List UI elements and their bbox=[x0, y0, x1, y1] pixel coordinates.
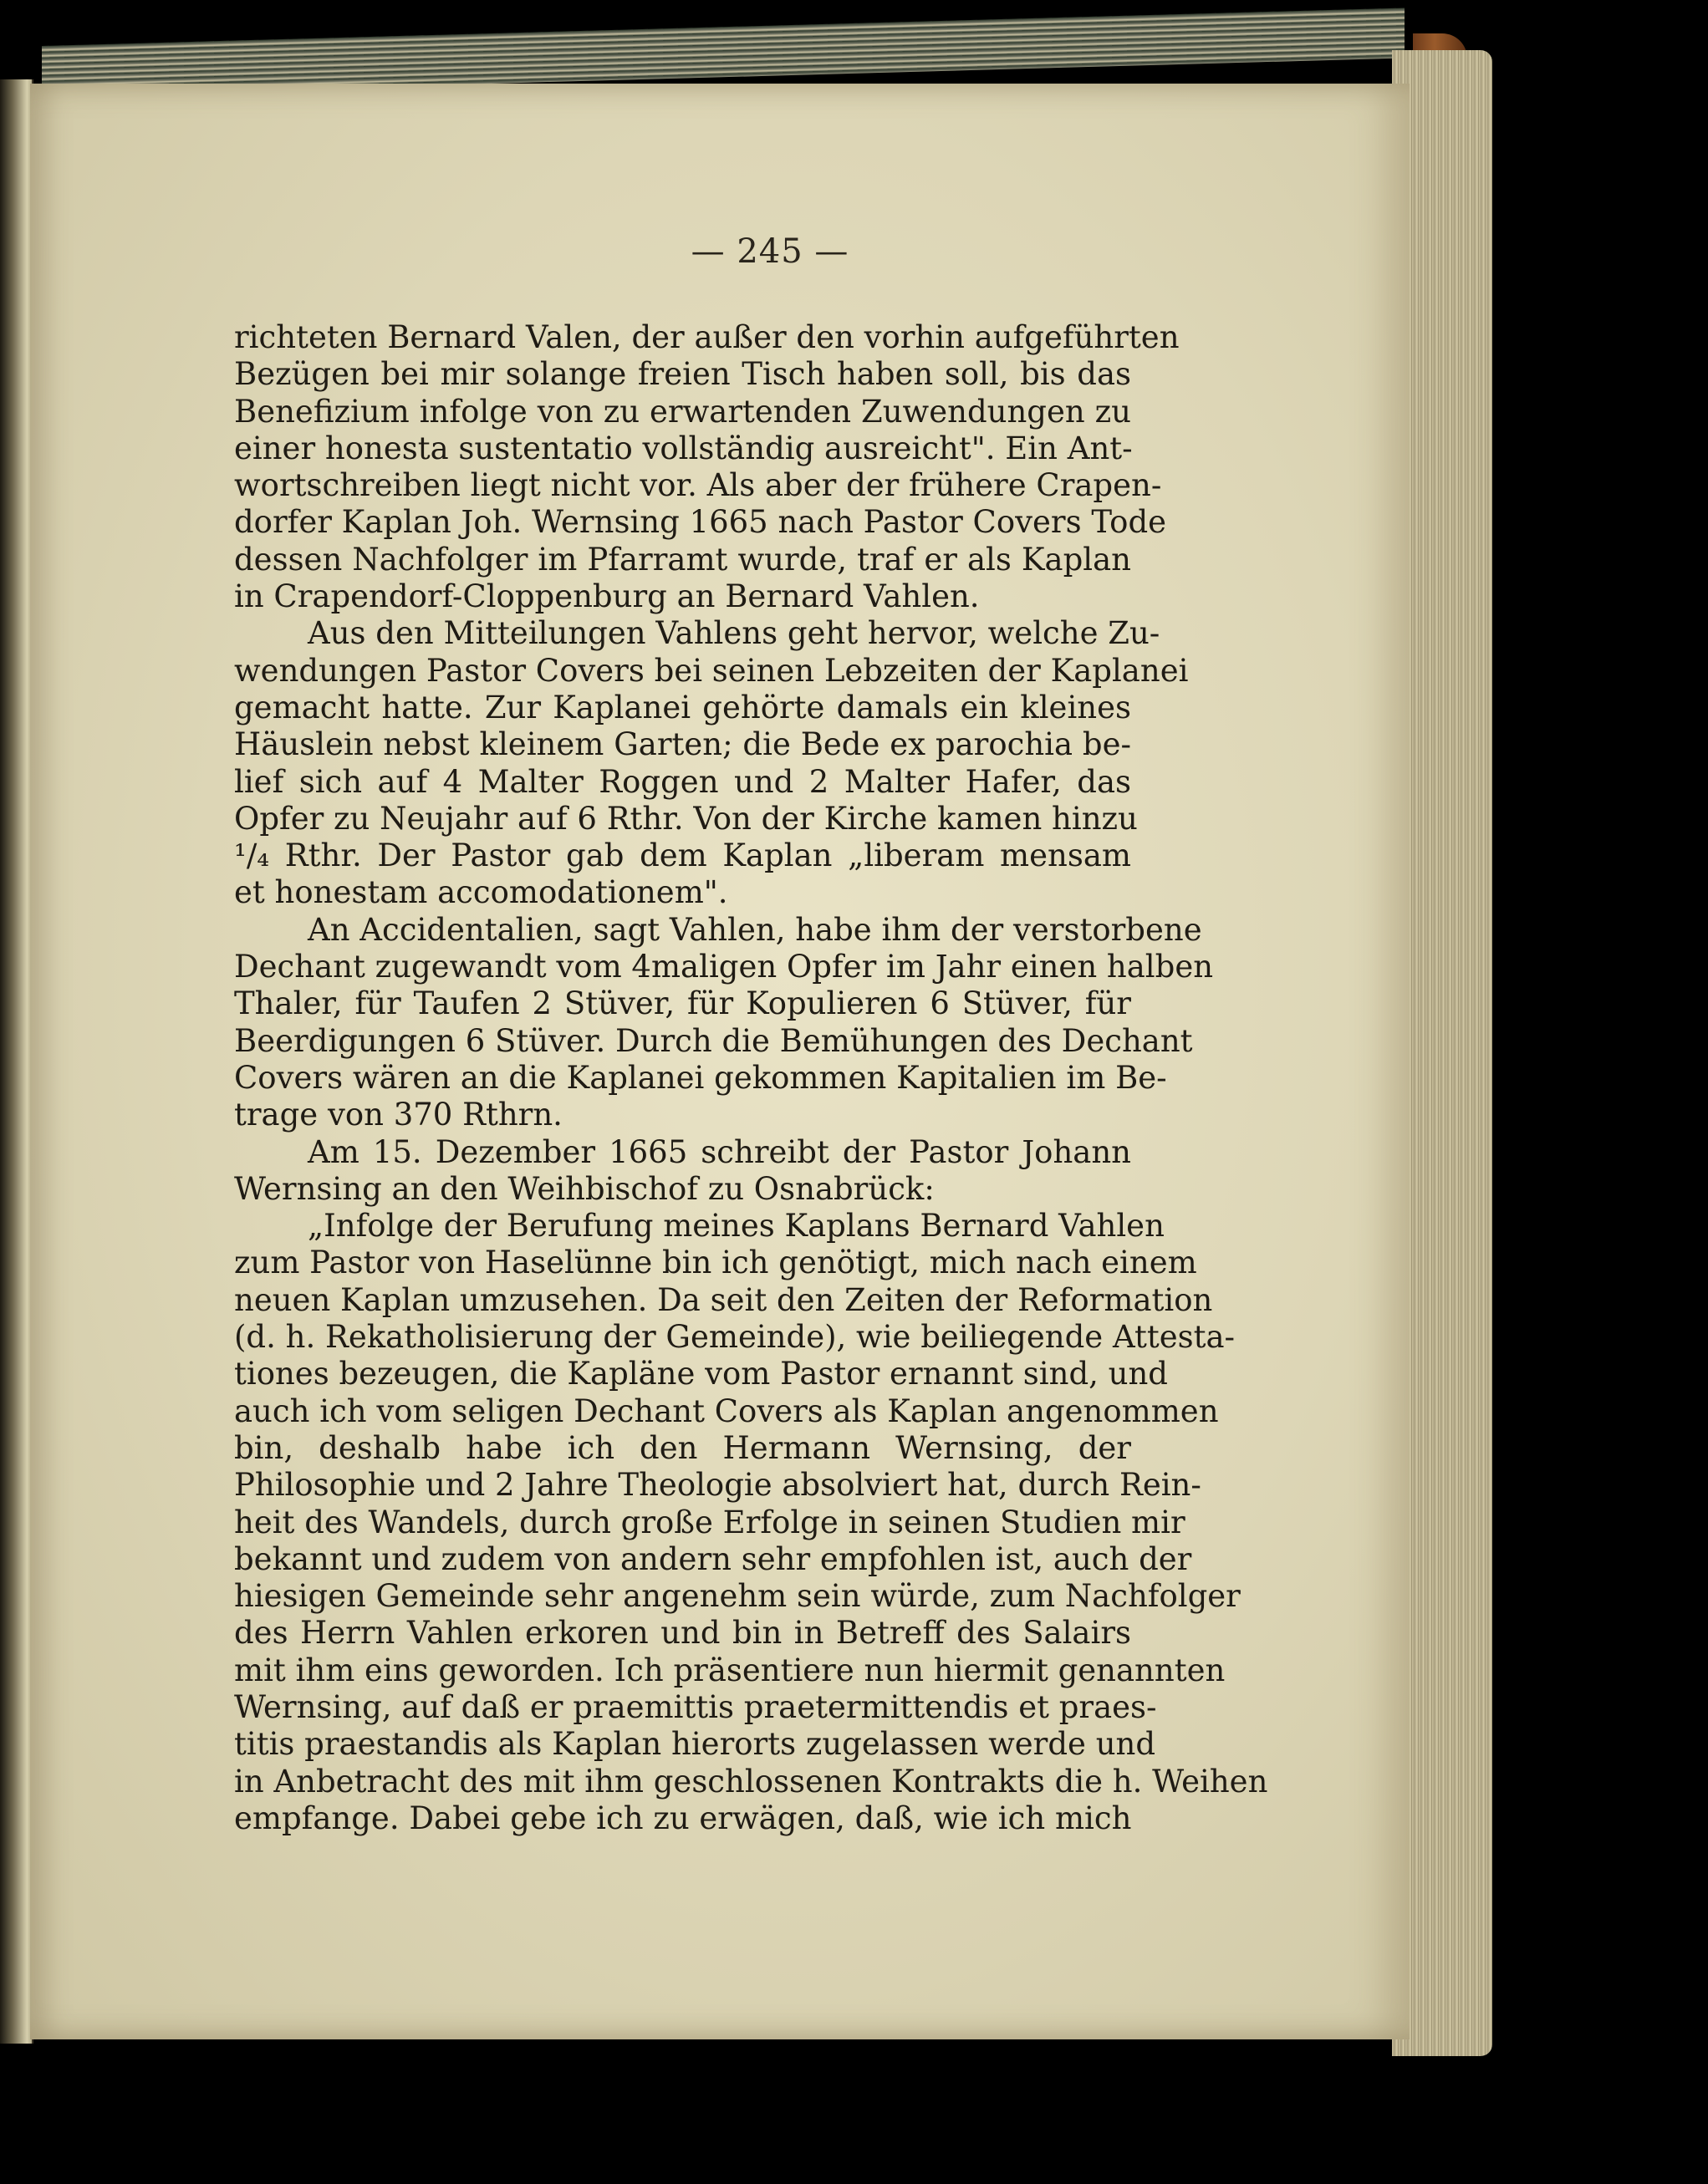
text-line: einer honesta sustentatio vollständig ausreicht". Ein Ant- bbox=[234, 430, 1133, 466]
text-line: wortschreiben liegt nicht vor. Als aber der frühere Crapen- bbox=[234, 467, 1162, 504]
text-line: des Herrn Vahlen erkoren und bin in Betreff des Salairs bbox=[234, 1615, 1131, 1652]
text-line: (d. h. Rekatholisierung der Gemeinde), wie beiliegende Attesta- bbox=[234, 1319, 1236, 1356]
text-line: Dechant zugewandt vom 4maligen Opfer im Jahr einen halben bbox=[234, 949, 1214, 985]
text-line: Opfer zu Neujahr auf 6 Rthr. Von der Kirche kamen hinzu bbox=[234, 800, 1138, 837]
text-line: mit ihm eins geworden. Ich präsentiere nun hiermit genannten bbox=[234, 1652, 1226, 1688]
text-line: in Crapendorf-Cloppenburg an Bernard Vahlen. bbox=[234, 578, 980, 615]
text-line: bekannt und zudem von andern sehr empfohlen ist, auch der bbox=[234, 1540, 1192, 1577]
text-line: neuen Kaplan umzusehen. Da seit den Zeiten der Reformation bbox=[234, 1281, 1213, 1318]
text-line: heit des Wandels, durch große Erfolge in seinen Studien mir bbox=[234, 1504, 1185, 1540]
text-line: trage von 370 Rthrn. bbox=[234, 1097, 563, 1133]
text-line: dessen Nachfolger im Pfarramt wurde, traf er als Kaplan bbox=[234, 541, 1131, 578]
text-line: Wernsing, auf daß er praemittis praetermittendis et praes- bbox=[234, 1688, 1157, 1725]
text-line: Thaler, für Taufen 2 Stüver, für Kopulieren 6 Stüver, für bbox=[234, 985, 1131, 1022]
text-line: wendungen Pastor Covers bei seinen Lebzeiten der Kaplanei bbox=[234, 652, 1189, 689]
text-line: in Anbetracht des mit ihm geschlossenen Kontrakts die h. Weihen bbox=[234, 1763, 1268, 1800]
text-line: Häuslein nebst kleinem Garten; die Bede ex parochia be- bbox=[234, 726, 1131, 763]
text-line: empfange. Dabei gebe ich zu erwägen, daß, wie ich mich bbox=[234, 1800, 1132, 1836]
text-line: Bezügen bei mir solange freien Tisch haben soll, bis das bbox=[234, 356, 1131, 393]
text-line: gemacht hatte. Zur Kaplanei gehörte damals ein kleines bbox=[234, 689, 1131, 725]
text-line: zum Pastor von Haselünne bin ich genötigt, mich nach einem bbox=[234, 1245, 1197, 1281]
text-line: Covers wären an die Kaplanei gekommen Kapitalien im Be- bbox=[234, 1059, 1167, 1096]
text-line: Benefizium infolge von zu erwartenden Zuwendungen zu bbox=[234, 393, 1131, 430]
text-line: dorfer Kaplan Joh. Wernsing 1665 nach Pastor Covers Tode bbox=[234, 504, 1167, 541]
text-line: Philosophie und 2 Jahre Theologie absolviert hat, durch Rein- bbox=[234, 1467, 1201, 1504]
text-line: tiones bezeugen, die Kapläne vom Pastor ernannt sind, und bbox=[234, 1356, 1168, 1392]
page-number: — 245 — bbox=[691, 232, 849, 271]
text-line: „Infolge der Berufung meines Kaplans Bernard Vahlen bbox=[308, 1208, 1165, 1245]
text-line: Aus den Mitteilungen Vahlens geht hervor, welche Zu- bbox=[308, 615, 1160, 652]
left-page-edge bbox=[0, 79, 33, 2044]
text-line: ¹/₄ Rthr. Der Pastor gab dem Kaplan „liberam mensam bbox=[234, 837, 1131, 874]
text-line: richteten Bernard Valen, der außer den vorhin aufgeführten bbox=[234, 319, 1180, 355]
text-line: et honestam accomodationem". bbox=[234, 874, 728, 911]
text-line: Beerdigungen 6 Stüver. Durch die Bemühungen des Dechant bbox=[234, 1022, 1193, 1059]
text-line: lief sich auf 4 Malter Roggen und 2 Malter Hafer, das bbox=[234, 763, 1131, 800]
body-text bbox=[234, 319, 1268, 1837]
text-line: An Accidentalien, sagt Vahlen, habe ihm der verstorbene bbox=[308, 911, 1202, 948]
text-line: Am 15. Dezember 1665 schreibt der Pastor Johann bbox=[308, 1133, 1131, 1170]
text-line: Wernsing an den Weihbischof zu Osnabrück: bbox=[234, 1170, 935, 1207]
text-line: bin, deshalb habe ich den Hermann Wernsing, der bbox=[234, 1429, 1131, 1466]
text-line: hiesigen Gemeinde sehr angenehm sein würde, zum Nachfolger bbox=[234, 1578, 1241, 1615]
text-line: auch ich vom seligen Dechant Covers als Kaplan angenommen bbox=[234, 1392, 1219, 1429]
text-line: titis praestandis als Kaplan hierorts zugelassen werde und bbox=[234, 1726, 1156, 1763]
